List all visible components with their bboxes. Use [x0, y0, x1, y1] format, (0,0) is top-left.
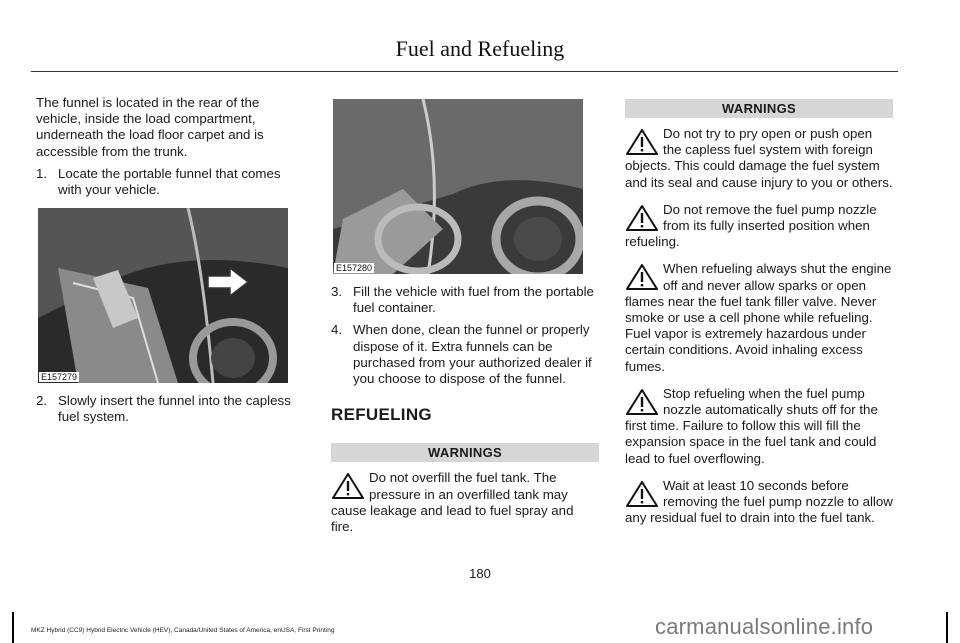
warning-item — [625, 386, 893, 467]
warning-item — [625, 126, 893, 191]
list-item — [331, 322, 599, 387]
warning-text: When refueling always shut the engine off and never allow sparks or open flames near the fuel tank filler valve. Never smoke or use a cell phone while refueling. Fuel vapor is extremely hazardous under certain conditions. Avoid inhaling excess fumes. — [625, 261, 892, 374]
step-text: Fill the vehicle with fuel from the portable fuel container. — [353, 284, 594, 316]
watermark: carmanualsonline.info — [655, 614, 874, 639]
column-3 — [625, 99, 893, 537]
funnel-insert-illustration — [333, 99, 583, 274]
warning-item — [625, 261, 893, 374]
step-text: Locate the portable funnel that comes with your vehicle. — [58, 165, 281, 198]
warning-text: Do not try to pry open or push open the capless fuel system with foreign objects. This could damage the fuel system and its seal and cause injury to you or others. — [625, 126, 893, 190]
warning-text: Do not remove the fuel pump nozzle from its fully inserted position when refueling. — [625, 201, 877, 250]
intro-paragraph: The funnel is located in the rear of the vehicle, inside the load compartment, underneath the load floor carpet and is accessible from the trunk. — [36, 95, 264, 159]
crop-mark — [946, 612, 948, 643]
warning-triangle-icon — [625, 204, 659, 232]
figure-id: E157280 — [336, 263, 373, 273]
step-number: 1. — [36, 165, 48, 181]
page-number: 180 — [469, 566, 491, 581]
list-item — [331, 284, 599, 316]
column-2 — [331, 99, 599, 546]
warning-triangle-icon — [625, 128, 659, 156]
warnings-heading: WARNINGS — [625, 99, 893, 118]
list-item — [36, 393, 298, 425]
footer-text: MKZ Hybrid (CC9) Hybrid Electric Vehicle (HEV), Canada/United States of America, enUSA, First Printing — [31, 627, 335, 634]
warning-item — [625, 202, 893, 251]
warning-text: Wait at least 10 seconds before removing the fuel pump nozzle to allow any residual fuel to drain into the fuel tank. — [625, 477, 893, 526]
funnel-location-figure — [38, 208, 288, 383]
warning-triangle-icon — [625, 263, 659, 291]
warning-text: Stop refueling when the fuel pump nozzle automatically shuts off for the first time. Failure to follow this will fill the expansion space in the fuel tank and could lead to fuel overflowing. — [625, 385, 878, 466]
funnel-insert-figure — [333, 99, 583, 274]
warning-triangle-icon — [625, 480, 659, 508]
section-heading: REFUELING — [331, 405, 432, 425]
warning-triangle-icon — [331, 472, 365, 500]
funnel-location-illustration — [38, 208, 288, 383]
step-text: Slowly insert the funnel into the capless fuel system. — [58, 393, 291, 425]
header-rule — [31, 71, 898, 72]
warning-triangle-icon — [625, 388, 659, 416]
step-number: 3. — [331, 284, 343, 299]
warning-text: Do not overfill the fuel tank. The pressure in an overfilled tank may cause leakage and lead to fuel spray and fire. — [331, 470, 574, 535]
warning-item — [331, 470, 599, 535]
warnings-heading: WARNINGS — [331, 443, 599, 462]
step-number: 2. — [36, 393, 48, 409]
crop-mark — [12, 612, 14, 643]
list-item — [36, 166, 298, 198]
step-text: When done, clean the funnel or properly dispose of it. Extra funnels can be purchased from your authorized dealer if you choose to dispose of the funnel. — [353, 322, 592, 387]
column-1 — [36, 95, 298, 432]
step-number: 4. — [331, 322, 343, 338]
figure-id: E157279 — [41, 372, 78, 383]
warning-item — [625, 478, 893, 527]
page-title: Fuel and Refueling — [395, 36, 565, 61]
